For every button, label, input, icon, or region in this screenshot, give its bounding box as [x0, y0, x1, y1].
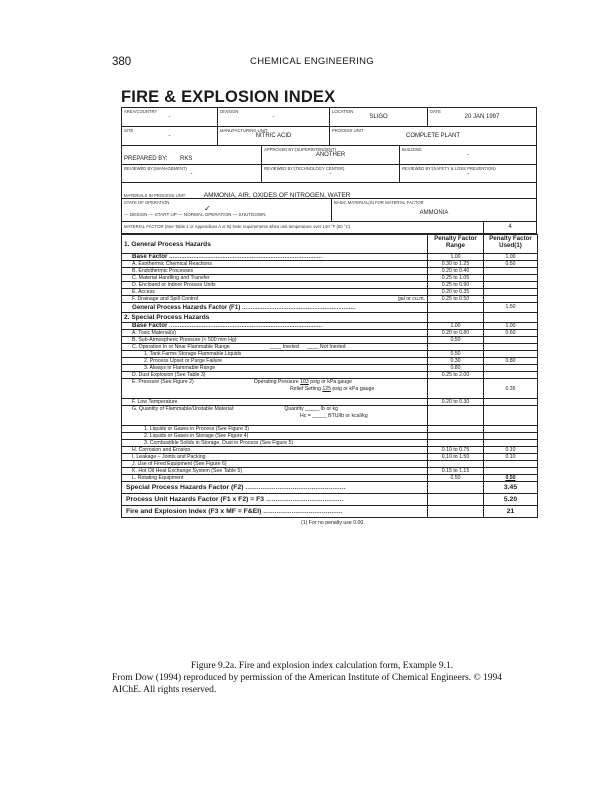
relief-value: 125 [322, 386, 331, 392]
f2-value: 3.45 [484, 482, 538, 494]
row-text: 3. Combustible Solids in Storage, Dust in Process (See Figure 5) [122, 440, 428, 447]
building-value: - [467, 152, 469, 158]
material-factor-value-cell [484, 222, 536, 233]
row-code: C. [132, 275, 138, 281]
row-used: 0.80 [484, 358, 538, 365]
sec1-base-label: Base Factor [132, 253, 168, 260]
row-used: 0.10 [484, 454, 538, 461]
table-row [122, 296, 538, 303]
table-row [122, 358, 538, 365]
site-label: SITE [124, 128, 134, 133]
fei-value: 21 [484, 506, 538, 518]
location-cell [330, 108, 428, 126]
process-unit-cell [330, 127, 536, 145]
f3-label: Process Unit Hazards Factor (F1 x F2) = F3 [126, 496, 265, 503]
row-range: 0.10 to 0.75 [428, 447, 484, 454]
sec2-title: 2. Special Process Hazards [122, 313, 428, 323]
date-label: DATE [430, 109, 441, 114]
row-range: 0.30 to 1.25 [428, 261, 484, 268]
approved-value: ANOTHER [315, 152, 346, 158]
row-text: Pressure (See Figure 2) [138, 379, 194, 385]
caption-line-2: From Dow (1994) reproduced by permission of the American Institute of Chemical Engineers. © 1994 AIChE. All rights reserved. [112, 673, 503, 695]
table-row: Base Factor ......................................................................................... 1.00 1.00 [122, 323, 538, 330]
table-row: J. Use of Fired Equipment (See Figure 6) [122, 461, 538, 468]
row-used: 0.50 [484, 261, 538, 268]
op-pressure-unit: psig or kPa gauge [310, 379, 353, 385]
f2-row: Special Process Hazards Factor (F2) ..................................................... 3.45 [122, 482, 538, 494]
building-label: BUILDING [402, 147, 422, 152]
f2-label: Special Process Hazards Factor (F2) [126, 484, 244, 491]
f1-row: General Process Hazards Factor (F1) .................................................................. 1.50 [122, 303, 538, 313]
basic-material-label: BASIC MATERIAL(S) FOR MATERIAL FACTOR [334, 200, 424, 205]
hc-unit: BTU/lb or kcal/kg [328, 413, 368, 419]
f3-value: 5.20 [484, 494, 538, 506]
table-row: I. Leakage – Joints and Packing 0.10 to 1.50 0.10 [122, 454, 538, 461]
date-value: 20 JAN 1997 [464, 114, 500, 120]
f3-row: Process Unit Hazards Factor (F1 x F2) = F3 ......................................... 5.20 [122, 494, 538, 506]
table-row: B. Sub-Atmospheric Pressure (< 500 mm Hg) 0.50 [122, 337, 538, 344]
approved-label: APPROVED BY:(SUPERINTENDENT) [264, 147, 337, 152]
row-text: Dust Explosion (See Table 3) [138, 372, 206, 378]
row-text: Material Handling and Transfer [138, 275, 210, 281]
site-cell [122, 127, 218, 145]
table-row [122, 289, 538, 296]
row-text: 2. Process Upset or Purge Failure [122, 358, 428, 365]
row-range: 0.25 to 1.05 [428, 275, 484, 282]
row-text: Leakage – Joints and Packing [136, 454, 206, 460]
inerted-label: Inerted [282, 344, 299, 350]
sec1-base-range: 1.00 [428, 254, 484, 261]
row-range: 0.10 to 1.50 [428, 454, 484, 461]
row-code: E. [132, 289, 137, 295]
row-text: Sub-Atmospheric Pressure (< 500 mm Hg) [138, 337, 237, 343]
division-label: DIVISION [220, 109, 239, 114]
row-text: 1. Liquids or Gases in Process (See Figure 3) [122, 426, 428, 433]
row-range: 0.80 [428, 365, 484, 372]
table-row [122, 275, 538, 282]
row-text: Corrosion and Erosion [138, 447, 191, 453]
sec2-title-row [122, 313, 538, 323]
page-header [112, 56, 512, 72]
drainage-unit: gal or cu.m. [397, 296, 425, 302]
area-label: AREA/COUNTRY [124, 109, 158, 114]
reviewed-safety-cell [400, 165, 536, 182]
table-row [122, 365, 538, 372]
row-code: A. [132, 261, 137, 267]
mfg-unit-cell [218, 127, 330, 145]
table-row: D. Dust Explosion (See Table 3) 0.25 to 2.00 [122, 372, 538, 379]
row-text: Access [138, 289, 155, 295]
op-pressure-value: 103 [300, 379, 309, 385]
relief-label: Relief Setting [290, 386, 321, 392]
site-value: - [168, 133, 171, 139]
row-text: Quantity of Flammable/Unstable Material: [138, 406, 235, 412]
hazards-table [121, 234, 538, 518]
fei-form [121, 88, 537, 526]
table-row [122, 351, 538, 358]
row-used: 0.35 [484, 379, 538, 399]
row-used: 0.60 [484, 330, 538, 337]
reviewed-tech-cell [262, 165, 400, 182]
not-inerted-label: Not Inerted [319, 344, 346, 350]
state-label: STATE OF OPERATION [124, 200, 170, 205]
caption-line-1: Figure 9.2a. Fire and explosion index calculation form, Example 9.1. [190, 661, 454, 671]
table-row [122, 282, 538, 289]
table-row: A. Toxic Material(s) 0.20 to 0.80 0.60 [122, 330, 538, 337]
division-value: - [272, 114, 275, 120]
row-range: 0.25 to 2.00 [428, 372, 484, 379]
reviewed-safety-value: - [467, 171, 469, 177]
row-text: 3. Always in Flammable Range [122, 365, 428, 372]
location-label: LOCATION [332, 109, 354, 114]
quantity-unit: lb or kg [321, 406, 339, 412]
table-row: F. Low Temperature 0.20 to 0.30 [122, 399, 538, 406]
table-row [122, 268, 538, 275]
row-used [484, 275, 538, 282]
col-range-header: Penalty Factor Range [428, 235, 484, 254]
materials-label: MATERIALS IN PROCESS UNIT [124, 193, 186, 198]
mfg-unit-value: NITRIC ACID [255, 133, 292, 139]
col-used-header: Penalty Factor Used(1) [484, 235, 538, 254]
figure-caption [112, 660, 532, 696]
table-row [122, 261, 538, 268]
row-used [484, 282, 538, 289]
sec2-base-used: 1.00 [484, 323, 538, 330]
reviewed-safety-label: REVIEWED BY:(SAFETY & LOSS PREVENTION) [402, 166, 496, 171]
table-row: C. Operation In or Near Flammable Range ____ Inerted ____ Not Inerted [122, 344, 538, 351]
table-row: E. Pressure (See Figure 2) Operating Pressure 103 psig or kPa gauge Relief Setting 125 psig or kPa gauge 0.35 [122, 379, 538, 399]
fei-label: Fire and Explosion Index (F3 x MF = F&EI) [126, 508, 262, 515]
area-cell [122, 108, 218, 126]
row-text: Hot Oil Heat Exchange System (See Table 5) [138, 468, 243, 474]
row-range: 0.20 to 0.40 [428, 268, 484, 275]
table-row [122, 440, 538, 447]
f1-label: General Process Hazards Factor (F1) [132, 304, 241, 311]
running-head: CHEMICAL ENGINEERING [250, 56, 374, 67]
row-text: Use of Fired Equipment (See Figure 6) [137, 461, 227, 467]
state-options: — DESIGN — START UP — NORMAL OPERATION — SHUTDOWN [124, 212, 266, 217]
fei-row: Fire and Explosion Index (F3 x MF = F&EI) .......................................... 21 [122, 506, 538, 518]
row-used [484, 268, 538, 275]
table-row: H. Corrosion and Erosion 0.10 to 0.75 0.10 [122, 447, 538, 454]
row-text: Toxic Material(s) [138, 330, 177, 336]
row-used: 0.50 [484, 475, 538, 482]
row-range: 0.20 to 0.80 [428, 330, 484, 337]
table-row [122, 433, 538, 440]
page-number: 380 [112, 56, 132, 68]
materials-value: AMMONIA, AIR, OXIDES OF NITROGEN, WATER [203, 192, 351, 199]
quantity-label: Quantity [284, 406, 304, 412]
row-text: Drainage and Spill Control [137, 296, 199, 302]
row-range: 0.50 [428, 337, 484, 344]
row-used [484, 296, 538, 303]
building-cell [400, 146, 536, 164]
table-header-row [122, 235, 538, 254]
row-text: Low Temperature [137, 399, 178, 405]
material-factor-note-cell [122, 222, 484, 233]
row-range: 0.20 to 0.30 [428, 399, 484, 406]
sec1-title: 1. General Process Hazards [122, 235, 428, 254]
form-title: FIRE & EXPLOSION INDEX [121, 88, 336, 106]
reviewed-mgmt-label: REVIEWED BY:(MANAGEMENT) [124, 166, 187, 171]
sec1-base-used: 1.00 [484, 254, 538, 261]
row-range: 0.25 to 0.50 [428, 296, 484, 303]
prepared-label: PREPARED BY: [124, 156, 168, 162]
row-range: 0.15 to 1.15 [428, 468, 484, 475]
table-row [122, 426, 538, 433]
mfg-unit-label: MANUFACTURING UNIT [220, 128, 268, 133]
footnote: (1) For no penalty use 0.00. [301, 520, 365, 526]
row-used [484, 289, 538, 296]
basic-material-value: AMMONIA [419, 210, 449, 216]
process-unit-label: PROCESS UNIT [332, 128, 364, 133]
division-cell [218, 108, 330, 126]
row-range: 0.50 [428, 475, 484, 482]
table-row: L. Rotating Equipment 0.50 0.50 [122, 475, 538, 482]
reviewed-tech-label: REVIEWED BY:(TECHNOLOGY CENTER) [264, 166, 345, 171]
row-text: Enclosed or Indoor Process Units [138, 282, 216, 288]
material-factor-note: MATERIAL FACTOR (See Table 1 or Appendices A or B) Note requirements when unit temperature over 140 °F (60 °C) [124, 224, 351, 229]
reviewed-tech-value: - [329, 171, 332, 177]
prepared-cell [122, 146, 262, 164]
row-code: B. [132, 268, 137, 274]
row-code: F. [132, 296, 137, 302]
hc-label: Hc = [300, 413, 311, 419]
date-cell [428, 108, 536, 126]
row-used: 0.10 [484, 447, 538, 454]
row-range: 0.50 [428, 351, 484, 358]
row-text: 2. Liquids or Gases in Storage (See Figure 4) [122, 433, 428, 440]
reviewed-mgmt-value: - [190, 171, 193, 177]
op-pressure-label: Operating Pressure [253, 379, 299, 385]
material-factor-value: 4 [508, 224, 512, 230]
reviewed-mgmt-cell [122, 165, 262, 182]
check-icon: ✓ [204, 204, 211, 213]
row-text: 1. Tank Farms Storage Flammable Liquids [122, 351, 428, 358]
approved-cell [262, 146, 400, 164]
location-value: SLIGO [369, 114, 388, 120]
f1-value: 1.50 [484, 303, 538, 313]
basic-material-cell [332, 199, 536, 221]
table-row: Base Factor ......................................................................................... 1.00 1.00 [122, 254, 538, 261]
sec2-base-label: Base Factor [132, 322, 168, 329]
materials-cell [122, 183, 536, 198]
row-code: D. [132, 282, 138, 288]
prepared-value: RKS [180, 156, 193, 162]
process-unit-value: COMPLETE PLANT [405, 133, 460, 139]
relief-unit: psig or kPa gauge [332, 386, 375, 392]
table-row: K. Hot Oil Heat Exchange System (See Table 5) 0.15 to 1.15 [122, 468, 538, 475]
row-range: 0.25 to 0.90 [428, 282, 484, 289]
area-value: - [168, 114, 171, 120]
form-header-block [121, 107, 537, 234]
state-cell [122, 199, 332, 221]
row-text: Exothermic Chemical Reactions [138, 261, 212, 267]
row-text: Operation In or Near Flammable Range [138, 344, 230, 350]
row-text: Rotating Equipment [137, 475, 184, 481]
row-range: 0.20 to 0.35 [428, 289, 484, 296]
sec2-base-range: 1.00 [428, 323, 484, 330]
row-text: Endothermic Processes [138, 268, 194, 274]
row-range: 0.30 [428, 358, 484, 365]
table-row: G. Quantity of Flammable/Unstable Material: Quantity _____ lb or kg Hc = _____ BTU/lb or kcal/kg [122, 406, 538, 426]
